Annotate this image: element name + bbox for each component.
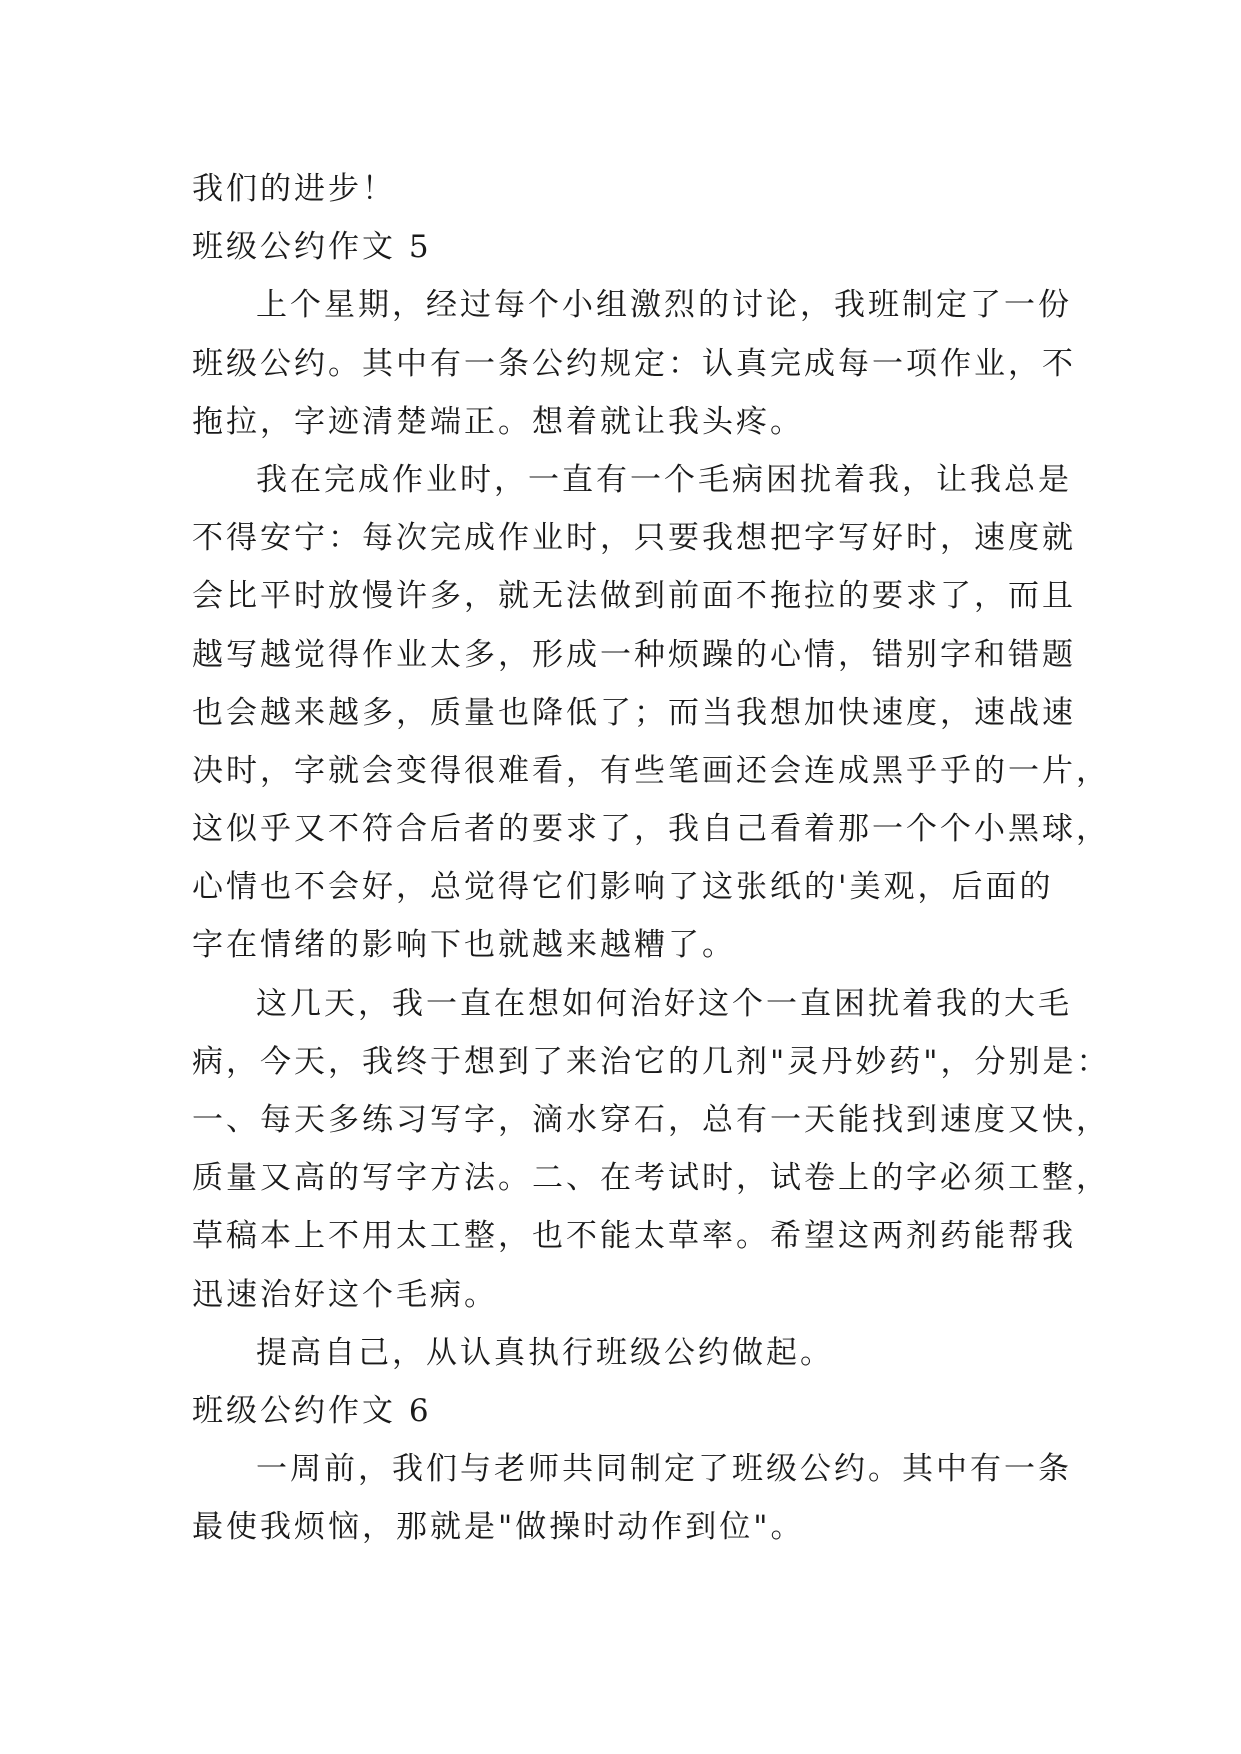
section-heading: 班级公约作文 5 [192, 229, 432, 266]
paragraph-start-line: 这几天，我一直在想如何治好这个一直困扰着我的大毛 [256, 985, 1072, 1022]
paragraph-start-line: 一周前，我们与老师共同制定了班级公约。其中有一条 [256, 1451, 1072, 1488]
text-line: 班级公约。其中有一条公约规定：认真完成每一项作业，不 [192, 345, 1076, 382]
text-line: 字在情绪的影响下也就越来越糟了。 [192, 927, 736, 964]
section-heading: 班级公约作文 6 [192, 1392, 432, 1429]
text-line: 越写越觉得作业太多，形成一种烦躁的心情，错别字和错题 [192, 636, 1076, 673]
paragraph-start-line: 提高自己，从认真执行班级公约做起。 [256, 1334, 834, 1371]
text-line: 迅速治好这个毛病。 [192, 1276, 498, 1313]
paragraph-start-line: 上个星期，经过每个小组激烈的讨论，我班制定了一份 [256, 287, 1072, 324]
text-line: 病，今天，我终于想到了来治它的几剂"灵丹妙药"，分别是： [192, 1043, 1111, 1080]
text-line: 一、每天多练习写字，滴水穿石，总有一天能找到速度又快， [192, 1102, 1110, 1138]
text-line: 也会越来越多，质量也降低了；而当我想加快速度，速战速 [192, 694, 1076, 731]
document-body [192, 160, 1111, 1557]
text-line: 这似乎又不符合后者的要求了，我自己看着那一个个小黑球， [192, 811, 1110, 848]
text-line: 会比平时放慢许多，就无法做到前面不拖拉的要求了，而且 [192, 578, 1076, 615]
text-line: 不得安宁：每次完成作业时，只要我想把字写好时，速度就 [192, 520, 1076, 557]
text-line: 心情也不会好，总觉得它们影响了这张纸的'美观，后面的 [192, 869, 1054, 906]
text-line: 拖拉，字迹清楚端正。想着就让我头疼。 [192, 403, 804, 440]
text-line: 草稿本上不用太工整，也不能太草率。希望这两剂药能帮我 [192, 1218, 1076, 1255]
text-line: 决时，字就会变得很难看，有些笔画还会连成黑乎乎的一片， [192, 752, 1110, 789]
text-line: 最使我烦恼，那就是"做操时动作到位"。 [192, 1509, 805, 1546]
paragraph-start-line: 我在完成作业时，一直有一个毛病困扰着我，让我总是 [256, 461, 1072, 498]
text-line: 我们的进步！ [192, 171, 396, 207]
text-line: 质量又高的写字方法。二、在考试时，试卷上的字必须工整， [192, 1160, 1110, 1197]
